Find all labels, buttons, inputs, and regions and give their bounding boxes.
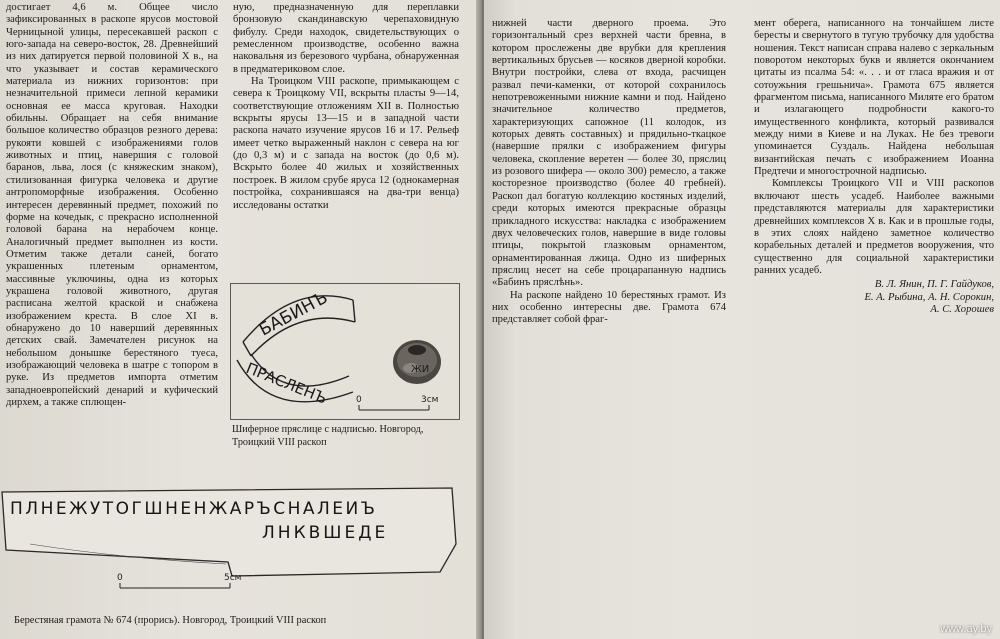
scale-label: 5см	[224, 573, 242, 583]
spindle-whorl-drawing	[231, 284, 459, 419]
authors	[754, 279, 994, 316]
figure-caption: Берестяная грамота № 674 (прорись). Новгород, Троицкий VIII раскоп	[14, 615, 327, 626]
figure-caption: Шиферное пряслице с надписью. Новгород, Троицкий VIII раскоп	[232, 424, 424, 448]
scale-zero: 0	[356, 395, 362, 405]
paragraph: достигает 4,6 м. Общее число зафиксированных в раскопе ярусов мостовой Черницыной улицы, пересекавшей раскоп с юго-запада на северо-восток, 28. Древнейший из них датируется первой половиной X в., на что указывает и состав керамического материала из нижних горизонтов: при незначительной примеси лепной керамики основная ее масса круговая. Находки обильны. Обращает на себя внимание большое количество образцов резного дерева: рукояти ковшей с изображениями голов животных и птиц, навершия с головой баранов, льва, лося (с княжеским знаком), стилизованная фигурка человека и другие антропоморфные изображения. Особенно интересен деревянный предмет, похожий по форме на кочедык, с прекрасно исполненной головой барана на нерабочем конце. Аналогичный предмет выполнен из кости. Отметим также детали саней, богато украшенных плетеным орнаментом, массивные уключины, одна из которых украшена головой животного, другая расписана желтой краской и снабжена изображением креста. В слое XI в. обнаружено до 10 наверший деревянных детских свай. Замечателен рисунок на небольшом донышке берестяного туеса, изображающий человека в шатре с топором в руке. Из предметов импорта отметим западноевропейский денарий и куфический дирхем, а также сплющен-	[6, 2, 218, 408]
author-line: А. С. Хорошев	[930, 303, 994, 315]
left-column-2	[233, 2, 459, 272]
right-page	[484, 0, 1000, 639]
paragraph: мент оберега, написанного на тончайшем листе бересты и свернутого в тугую трубочку для удобства ношения. Текст написан справа налево с зеркальным поворотом некоторых букв и является окончанием цитаты из псалма 54: «. . . и от гласа вражия и от сотоужьния грешьнича». Грамота 675 является фрагментом письма, написанного Миляте его братом и излагающего подробности какого-то имущественного конфликта, который развивался между ними в Киеве и на Луках. Не без тревоги упоминается Суздаль. Найдена небольшая византийская печать с изображением Иоанна Предтечи и многострочной надписью.	[754, 18, 994, 178]
right-column-2	[754, 18, 994, 398]
paragraph: На Троицком VIII раскопе, примыкающем с севера к Троицкому VII, вскрыты пласты 9—14, соответствующие отложениям XII в. Полностью вскрыты ярусы 13—15 и в западной части раскопа начато изучение ярусов 16 и 17. Рельеф имеет четко выраженный наклон с севера на юг (до 0,3 м) и с запада на восток (до 0,6 м). Вскрыто более 40 жилых и хозяйственных построек. В жилом срубе яруса 12 (однокамерная постройка, сохранившаяся на два-три венца) исследованы остатки	[233, 76, 459, 211]
author-line: В. Л. Янин, П. Г. Гайдуков,	[874, 279, 994, 291]
watermark: www.ay.by	[940, 623, 992, 635]
birchbark-charter-drawing	[0, 484, 460, 602]
birchbark-charter-figure	[0, 484, 460, 602]
paragraph: ную, предназначенную для переплавки бронзовую скандинавскую черепаховидную фибулу. Среди находок, свидетельствующих о ремесленном производстве, особенно важна наковальня из березового чурбана, обнаруженная в предматериковом слое.	[233, 2, 459, 75]
scale-bar	[356, 395, 438, 410]
paragraph: На раскопе найдено 10 берестяных грамот. Из них особенно интересны две. Грамота 674 представляет собой фраг-	[492, 289, 726, 326]
scale-bar	[117, 573, 241, 588]
spindle-whorl-figure	[230, 283, 460, 420]
charter-line-2: ЛНКВШЕДЕ	[262, 523, 389, 543]
charter-line-1: ПЛНЕЖУТОГШНЕНЖАРЪСНАЛЕИЪ	[10, 499, 378, 519]
left-column-1	[6, 2, 218, 464]
author-line: Е. А. Рыбина, А. Н. Сорокин,	[864, 291, 994, 303]
paragraph: нижней части дверного проема. Это горизонтальный срез верхней части бревна, в котором прослежены две врубки для крепления вертикальных брусьев — косяков дверной коробки. Внутри постройки, слева от входа, расчищен развал печи-каменки, от которой сохранилось непотревоженными нижние камни и под. Найдено значительное количество предметов, характеризующих сапожное (11 колодок, из которых девять составных) и прядильно-ткацкое (навершие прялки с изображением фигуры человека, скопление веретен — более 30, пряслиц из розового шифера — около 300) ремесло, а также косторезное производство (более 40 гребней). Раскоп дал богатую коллекцию костяных изделий, среди которых имеются прекрасные образцы прикладного искусства: накладка с изображением двух человеческих голов, навершие в виде головы птицы, покрытой глазковым орнаментом, орнаментированная лжица. Одно из шиферных пряслиц несет на себе процарапанную надпись «Бабинъ пряслѣнь».	[492, 18, 726, 289]
scale-zero: 0	[117, 573, 123, 583]
left-page	[0, 0, 481, 639]
inscription-top: БАБИНЪ	[255, 287, 332, 341]
right-column-1	[492, 18, 726, 398]
whorl-photo	[393, 340, 441, 384]
paragraph: Комплексы Троицкого VII и VIII раскопов включают шесть усадеб. Наиболее важными представляются материалы для характеристики древнейших комплексов X в. Как и в прошлые годы, в этих слоях найдено заметное количество корабельных деталей и предметов вооружения, что существенно для социальной характеристики ранних усадеб.	[754, 178, 994, 276]
scale-label: 3см	[421, 395, 439, 405]
whorl-side-inscription: ЖИ	[411, 364, 430, 375]
inscription-bottom: ПРАСЛЕНЪ	[243, 359, 330, 408]
